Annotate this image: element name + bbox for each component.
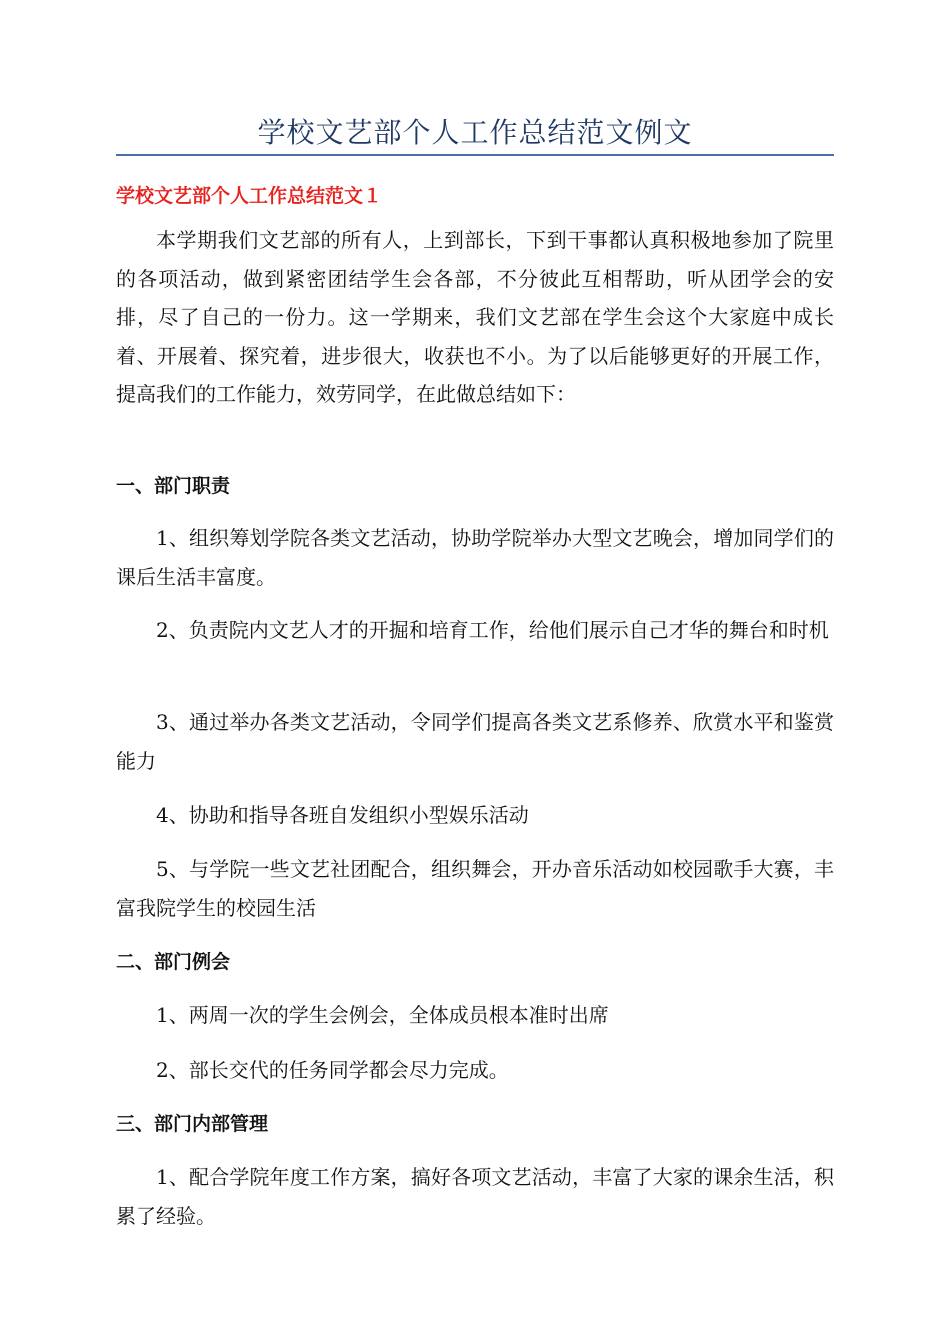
duty-item-4: 4、协助和指导各班自发组织小型娱乐活动: [156, 803, 529, 827]
duty-item-2: 2、负责院内文艺人才的开掘和培育工作，给他们展示自己才华的舞台和时机: [156, 618, 829, 642]
section-heading-duties: 一、部门职责: [116, 475, 231, 497]
title-underline: [116, 154, 834, 156]
intro-paragraph: 本学期我们文艺部的所有人，上到部长，下到干事都认真积极地参加了院里的各项活动，做到紧密团结学生会各部，不分彼此互相帮助，听从团学会的安排，尽了自己的一份力。这一学期来，我们文艺部在学生会这个大家庭中成长着、开展着、探究着，进步很大，收获也不小。为了以后能够更好的开展工作，提高我们的工作能力，效劳同学，在此做总结如下：: [116, 228, 834, 406]
meeting-item-1: 1、两周一次的学生会例会，全体成员根本准时出席: [156, 1003, 609, 1027]
section-heading-management: 三、部门内部管理: [116, 1113, 269, 1135]
duty-item-3: 3、通过举办各类文艺活动，令同学们提高各类文艺系修养、欣赏水平和鉴赏能力: [116, 710, 834, 773]
section-heading-meetings: 二、部门例会: [116, 951, 231, 973]
duty-item-1: 1、组织筹划学院各类文艺活动，协助学院举办大型文艺晚会，增加同学们的课后生活丰富度。: [116, 526, 834, 589]
document-title: 学校文艺部个人工作总结范文例文: [257, 116, 693, 149]
meeting-item-2: 2、部长交代的任务同学都会尽力完成。: [156, 1058, 509, 1082]
section-subtitle: 学校文艺部个人工作总结范文１: [116, 185, 383, 207]
management-item-1: 1、配合学院年度工作方案，搞好各项文艺活动，丰富了大家的课余生活，积累了经验。: [116, 1165, 834, 1228]
duty-item-5: 5、与学院一些文艺社团配合，组织舞会，开办音乐活动如校园歌手大赛，丰富我院学生的校园生活: [116, 857, 834, 920]
